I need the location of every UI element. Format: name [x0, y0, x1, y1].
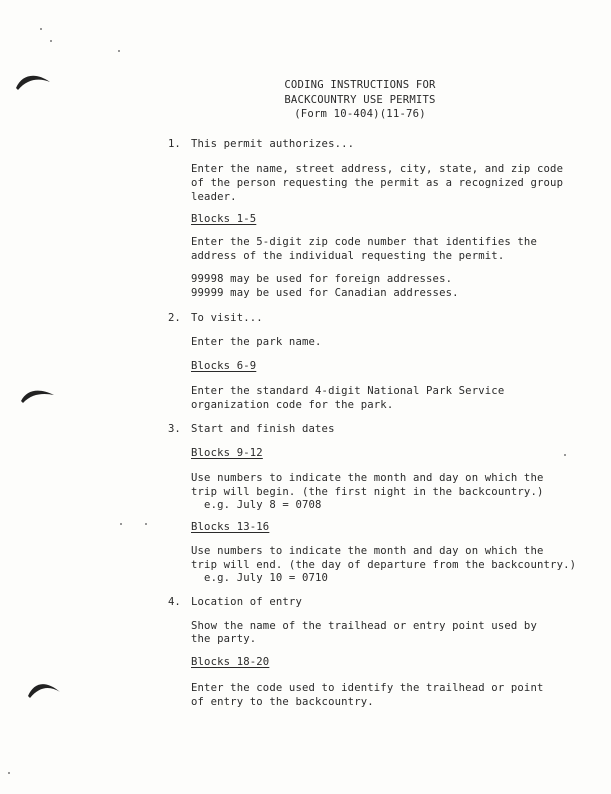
section-number: 2.: [168, 312, 181, 324]
section-heading: Start and finish dates: [191, 423, 335, 435]
block-heading: Blocks 1-5: [191, 213, 257, 225]
speck: [8, 772, 10, 774]
block-heading: Blocks 13-16: [191, 521, 270, 533]
paragraph-line: of entry to the backcountry.: [191, 696, 374, 708]
block-heading: Blocks 9-12: [191, 447, 263, 459]
title-line-2: BACKCOUNTRY USE PERMITS: [284, 93, 436, 106]
paragraph-line: Enter the code used to identify the trailhead or point: [191, 682, 544, 694]
speck: [120, 523, 122, 525]
block-heading: Blocks 18-20: [191, 656, 270, 668]
paragraph-line: Use numbers to indicate the month and day on which the: [191, 472, 544, 484]
document-title: [220, 78, 500, 122]
paragraph-line: e.g. July 8 = 0708: [191, 499, 322, 511]
speck: [564, 454, 566, 456]
paragraph-line: organization code for the park.: [191, 399, 394, 411]
section-heading: Location of entry: [191, 596, 302, 608]
section-number: 3.: [168, 423, 181, 435]
paragraph-line: Enter the 5-digit zip code number that identifies the: [191, 236, 537, 248]
paragraph-line: address of the individual requesting the permit.: [191, 250, 505, 262]
section-heading: To visit...: [191, 312, 263, 324]
paragraph-line: trip will begin. (the first night in the backcountry.): [191, 486, 544, 498]
title-line-3: (Form 10-404)(11-76): [294, 108, 426, 120]
speck: [118, 50, 120, 52]
paragraph-line: the party.: [191, 633, 257, 645]
speck: [40, 28, 42, 30]
punch-hole-top: [14, 68, 54, 92]
paragraph-line: 99998 may be used for foreign addresses.: [191, 273, 453, 285]
punch-hole-middle: [18, 385, 58, 405]
paragraph-line: Enter the park name.: [191, 336, 322, 348]
paragraph-line: trip will end. (the day of departure from the backcountry.): [191, 559, 577, 571]
speck: [50, 40, 52, 42]
speck: [145, 523, 147, 525]
paragraph-line: Enter the standard 4-digit National Park Service: [191, 385, 505, 397]
paragraph-line: leader.: [191, 191, 237, 203]
paragraph-line: Use numbers to indicate the month and day on which the: [191, 545, 544, 557]
paragraph-line: of the person requesting the permit as a recognized group: [191, 177, 564, 189]
section-number: 1.: [168, 138, 181, 150]
title-line-1: CODING INSTRUCTIONS FOR: [284, 79, 436, 91]
punch-hole-bottom: [26, 676, 66, 700]
paragraph-line: 99999 may be used for Canadian addresses.: [191, 287, 459, 299]
paragraph-line: Show the name of the trailhead or entry point used by: [191, 620, 537, 632]
block-heading: Blocks 6-9: [191, 360, 257, 372]
section-number: 4.: [168, 596, 181, 608]
paragraph-line: e.g. July 10 = 0710: [191, 572, 329, 584]
paragraph-line: Enter the name, street address, city, state, and zip code: [191, 163, 564, 175]
section-heading: This permit authorizes...: [191, 138, 355, 150]
